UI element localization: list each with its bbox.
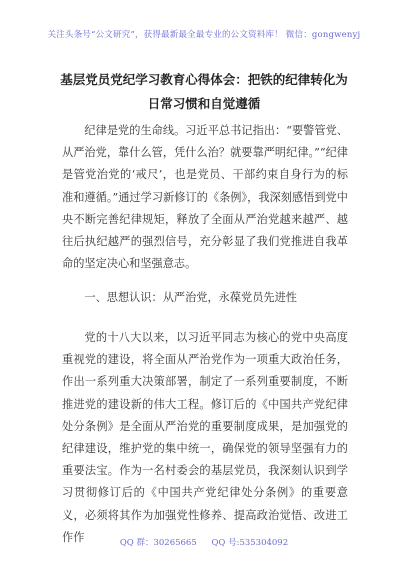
paragraph-text: 纪律是党的生命线。习近平总书记指出：“要警管党、从严治党，靠什么管，凭什么治？就要靠严明纪律。”“纪律是管党治党的‘戒尺’，也是党员、干部约束自身行为的标准和遵循。”通过学习新修订的《条例》，我深刻感悟到党中央不断完善纪律规矩，释放了全面从严治党越来越严、越往后执纪越严的强烈信号，充分彰显了我们党推进自我革命的坚定决心和坚强意志。 [62, 124, 348, 271]
footer-qq-number: QQ 号:535304092 [211, 538, 289, 548]
document-title: 基层党员党纪学习教育心得体会：把铁的纪律转化为日常习惯和自觉遵循 [60, 72, 348, 111]
paragraph-text: 党的十八大以来，以习近平同志为核心的党中央高度重视党的建设，将全面从严治党作为一项重大政治任务，作出一系列重大决策部署，制定了一系列重要制度，不断推进党的建设新的伟大工程。修订后的《中国共产党纪律处分条例》是全面从严治党的重要制度成果，是加强党的纪律建设，维护党的集中统一，确保党的领导坚强有力的重要法宝。作为一名村委会的基层党员，我深刻认识到学习贯彻修订后的《中国共产党纪律处分条例》的重要意义，必须将其作为加强党性修养、提高政治觉悟、改进工作作 [62, 331, 348, 544]
footer-qq-group: QQ 群：30265665 [119, 538, 197, 548]
section-heading: 一、思想认识：从严治党，永葆党员先进性 [84, 291, 297, 304]
body-paragraph-2 [62, 327, 348, 549]
footer-contact [0, 536, 408, 548]
header-note: 关注头条号“公文研究”，获得最新最全最专业的公文资料库！ 微信：gongwenyj [47, 30, 361, 40]
body-paragraph-1 [62, 120, 348, 275]
